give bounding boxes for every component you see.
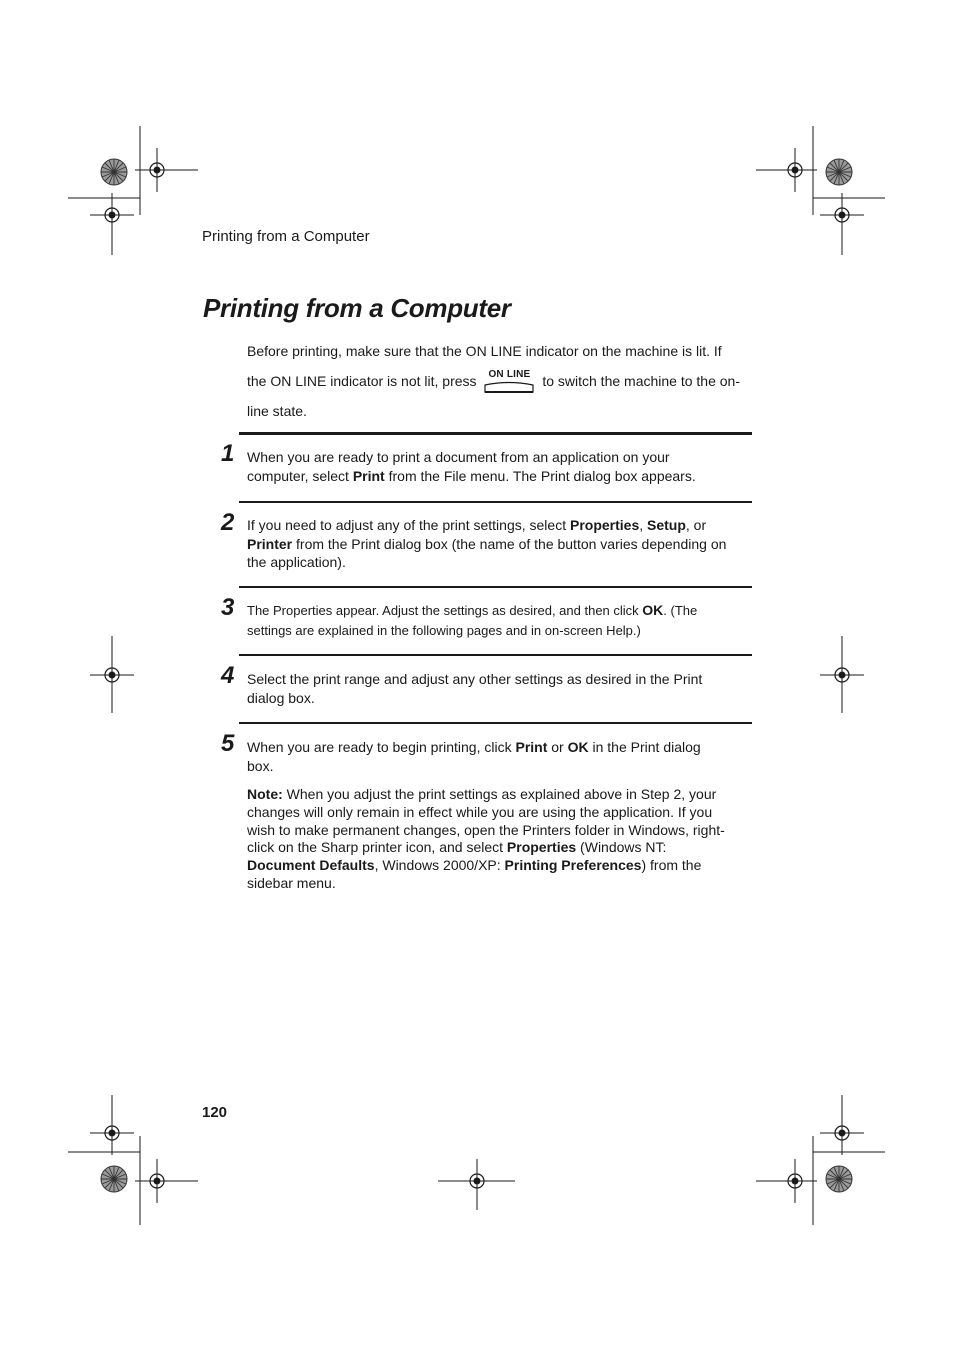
step-2-setup-bold: Setup (647, 517, 686, 533)
note-line-5d: ) from the (641, 857, 702, 874)
step-3-ok-bold: OK (642, 602, 664, 618)
intro-text-before-button: the ON LINE indicator is not lit, press (247, 373, 477, 389)
step-2-line-2b: from the Print dialog box (the name of the button varies depending on (292, 535, 727, 552)
note-document-defaults-bold: Document Defaults (247, 857, 375, 874)
step-1-line-1: When you are ready to print a document from an application on your (247, 449, 670, 465)
step-5-line-2: box. (247, 758, 274, 774)
starburst-target-icon (101, 1166, 127, 1192)
step-1-line-2c: from the File menu. The Print dialog box appears. (384, 468, 696, 484)
step-2-line-1c: , (639, 517, 648, 533)
note-printing-preferences-bold: Printing Preferences (504, 857, 642, 874)
note-line-1: When you adjust the print settings as explained above in Step 2, your (282, 786, 717, 802)
step-2-line-3: the application). (247, 554, 346, 570)
note-line-4a: click on the Sharp printer icon, and select (247, 839, 507, 856)
page-number: 120 (202, 1104, 228, 1121)
starburst-target-icon (826, 159, 852, 185)
online-button-label: ON LINE (488, 369, 531, 380)
starburst-target-icon (101, 159, 127, 185)
note-line-3: wish to make permanent changes, open the Printers folder in Windows, right- (247, 821, 725, 838)
intro-line-1: Before printing, make sure that the ON LINE indicator on the machine is lit. If (247, 343, 722, 359)
step-number: 4 (221, 662, 235, 689)
step-2-printer-bold: Printer (247, 535, 293, 552)
step-2-line-1e: , or (685, 517, 707, 533)
step-3-line-2: settings are explained in the following pages and in on-screen Help.) (247, 623, 641, 638)
step-5-ok-bold: OK (567, 739, 589, 755)
step-3-line-1c: . (The (663, 603, 698, 618)
step-2-line-1a: If you need to adjust any of the print settings, select (247, 517, 570, 533)
running-header: Printing from a Computer (202, 228, 370, 245)
intro-text-after-button: to switch the machine to the on- (542, 373, 740, 389)
step-number: 3 (221, 594, 235, 621)
step-1-print-bold: Print (352, 468, 385, 484)
step-number: 2 (221, 509, 235, 536)
note-line-5b: , Windows 2000/XP: (374, 857, 505, 874)
step-4-line-1: Select the print range and adjust any other settings as desired in the Print (247, 671, 703, 687)
step-number: 5 (221, 730, 235, 757)
note-line-6: sidebar menu. (247, 874, 336, 891)
step-3-line-1a: The Properties appear. Adjust the settings as desired, and then click (247, 603, 643, 618)
step-5-line-1a: When you are ready to begin printing, click (247, 739, 516, 755)
step-5-print-bold: Print (515, 739, 548, 755)
note-line-4c: (Windows NT: (576, 839, 667, 856)
step-1-line-2a: computer, select (247, 468, 353, 484)
step-2-properties-bold: Properties (569, 517, 640, 533)
starburst-target-icon (826, 1166, 852, 1192)
step-5-line-1e: in the Print dialog (588, 739, 701, 755)
note-properties-bold: Properties (506, 839, 577, 856)
page-title: Printing from a Computer (203, 293, 511, 323)
intro-line-3: line state. (247, 403, 307, 419)
note-line-2: changes will only remain in effect while you are using the application. If you (247, 803, 713, 820)
step-number: 1 (221, 440, 235, 467)
note-label: Note: (247, 786, 283, 802)
step-5-line-1c: or (547, 739, 568, 755)
step-4-line-2: dialog box. (247, 690, 315, 706)
